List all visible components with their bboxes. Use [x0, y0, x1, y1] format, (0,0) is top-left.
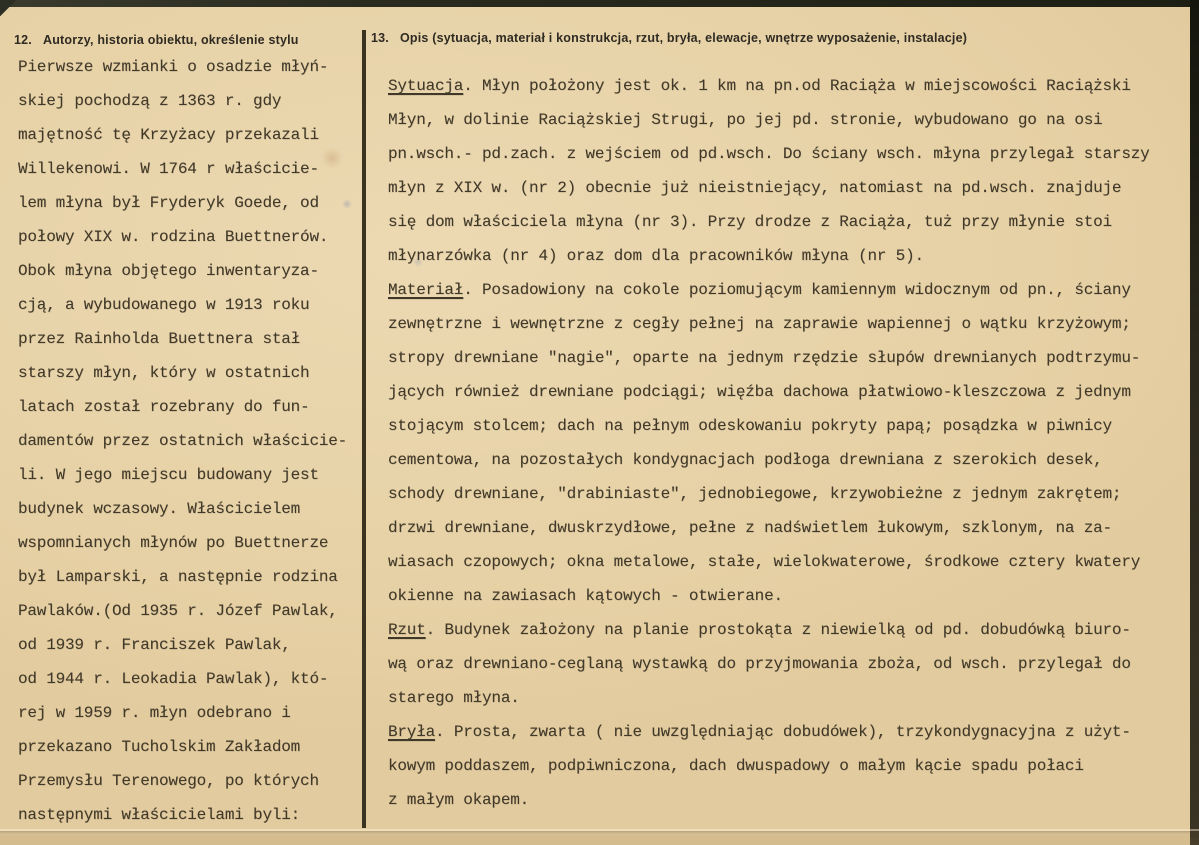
- typewriter-line: połowy XIX w. rodzina Buettnerów.: [18, 228, 329, 246]
- left-column-text: [18, 50, 362, 832]
- typewriter-line: od 1939 r. Franciszek Pawlak,: [18, 636, 291, 654]
- scan-edge-top-left-corner: [0, 0, 26, 16]
- column-divider-line: [362, 30, 366, 828]
- typewriter-line: drzwi drewniane, dwuskrzydłowe, pełne z nadświetlem łukowym, szklonym, na za-: [388, 519, 1112, 537]
- typewriter-line: Obok młyna objętego inwentaryza-: [18, 262, 319, 280]
- typewriter-line: przekazano Tucholskim Zakładom: [18, 738, 301, 756]
- typewriter-line: przez Rainholda Buettnera stał: [18, 330, 301, 348]
- typewriter-line: wspomnianych młynów po Buettnerze: [18, 534, 329, 552]
- typewriter-line: cementowa, na pozostałych kondygnacjach podłoga drewniana z szerokich desek,: [388, 451, 1103, 469]
- typewriter-line: rej w 1959 r. młyn odebrano i: [18, 704, 291, 722]
- typewriter-line: Młyn, w dolinie Raciążskiej Strugi, po jej pd. stronie, wybudowano go na osi: [388, 111, 1103, 129]
- typewriter-line: cją, a wybudowanego w 1913 roku: [18, 296, 310, 314]
- underlined-keyword: Materiał: [388, 281, 464, 299]
- paper-bottom-edge: [0, 831, 1199, 845]
- scan-edge-top: [0, 0, 1199, 7]
- typewriter-line: schody drewniane, "drabiniaste", jednobiegowe, krzywobieżne z jednym zakrętem;: [388, 485, 1122, 503]
- right-column-text: [388, 69, 1194, 817]
- section-12-title: Autorzy, historia obiektu, określenie stylu: [42, 33, 299, 47]
- typewriter-line: Bryła. Prosta, zwarta ( nie uwzględniając dobudówek), trzykondygnacyjna z użyt-: [388, 723, 1131, 741]
- typewriter-line: Pierwsze wzmianki o osadzie młyń-: [18, 58, 329, 76]
- typewriter-line: od 1944 r. Leokadia Pawlak), któ-: [18, 670, 329, 688]
- typewriter-line: starszy młyn, który w ostatnich: [18, 364, 310, 382]
- typewriter-line: pn.wsch.- pd.zach. z wejściem od pd.wsch. Do ściany wsch. młyna przylegał starszy: [388, 145, 1150, 163]
- typewriter-line: lem młyna był Fryderyk Goede, od: [18, 194, 319, 212]
- underlined-keyword: Bryła: [388, 723, 436, 741]
- typewriter-line: majętność tę Krzyżacy przekazali: [18, 126, 319, 144]
- typewriter-line: budynek wczasowy. Właścicielem: [18, 500, 301, 518]
- typewriter-line: był Lamparski, a następnie rodzina: [18, 568, 338, 586]
- typewriter-line: jących również drewniane podciągi; więźba dachowa płatwiowo-kleszczowa z jednym: [388, 383, 1131, 401]
- typewriter-line: wiasach czopowych; okna metalowe, stałe, wielokwaterowe, środkowe cztery kwatery: [388, 553, 1141, 571]
- typewriter-line: następnymi właścicielami byli:: [18, 806, 301, 824]
- typewriter-line: stropy drewniane "nagie", oparte na jednym rzędzie słupów drewnianych podtrzymu-: [388, 349, 1141, 367]
- typewriter-line: kowym poddaszem, podpiwniczona, dach dwuspadowy o małym kącie spadu połaci: [388, 757, 1084, 775]
- typewriter-line: okienne na zawiasach kątowych - otwierane.: [388, 587, 783, 605]
- section-12-header: [14, 33, 299, 47]
- typewriter-line: Sytuacja. Młyn położony jest ok. 1 km na pn.od Raciąża w miejscowości Raciążski: [388, 77, 1131, 95]
- section-13-title: Opis (sytuacja, materiał i konstrukcja, rzut, bryła, elewacje, wnętrze wyposażenie, instalacje): [399, 31, 968, 45]
- typewriter-line: starego młyna.: [388, 689, 520, 707]
- typewriter-line: z małym okapem.: [388, 791, 530, 809]
- typewriter-line: zewnętrzne i wewnętrzne z cegły pełnej na zaprawie wapiennej o wątku krzyżowym;: [388, 315, 1131, 333]
- typewriter-line: młyn z XIX w. (nr 2) obecnie już nieistniejący, natomiast na pd.wsch. znajduje: [388, 179, 1122, 197]
- typewriter-line: się dom właściciela młyna (nr 3). Przy drodze z Raciąża, tuż przy młynie stoi: [388, 213, 1112, 231]
- typewriter-line: li. W jego miejscu budowany jest: [18, 466, 319, 484]
- section-12-number: 12.: [14, 33, 32, 47]
- underlined-keyword: Sytuacja: [388, 77, 464, 95]
- typewriter-line: skiej pochodzą z 1363 r. gdy: [18, 92, 282, 110]
- typewriter-line: stojącym stolcem; dach na pełnym odeskowaniu pokryty papą; posądzka w piwnicy: [388, 417, 1112, 435]
- underlined-keyword: Rzut: [388, 621, 426, 639]
- section-13-number: 13.: [371, 31, 389, 45]
- typewriter-line: Pawlaków.(Od 1935 r. Józef Pawlak,: [18, 602, 338, 620]
- section-13-header: [371, 31, 967, 45]
- typewriter-line: wą oraz drewniano-ceglaną wystawką do przyjmowania zboża, od wsch. przylegał do: [388, 655, 1131, 673]
- typewriter-line: młynarzówka (nr 4) oraz dom dla pracowników młyna (nr 5).: [388, 247, 924, 265]
- typewriter-line: Rzut. Budynek założony na planie prostokąta z niewielką od pd. dobudówką biuro-: [388, 621, 1131, 639]
- typewriter-line: Przemysłu Terenowego, po których: [18, 772, 319, 790]
- typewriter-line: damentów przez ostatnich właścicie-: [18, 432, 348, 450]
- typewriter-line: Willekenowi. W 1764 r właścicie-: [18, 160, 319, 178]
- typewriter-line: latach został rozebrany do fun-: [18, 398, 310, 416]
- typewriter-line: Materiał. Posadowiony na cokole poziomującym kamiennym widocznym od pn., ściany: [388, 281, 1131, 299]
